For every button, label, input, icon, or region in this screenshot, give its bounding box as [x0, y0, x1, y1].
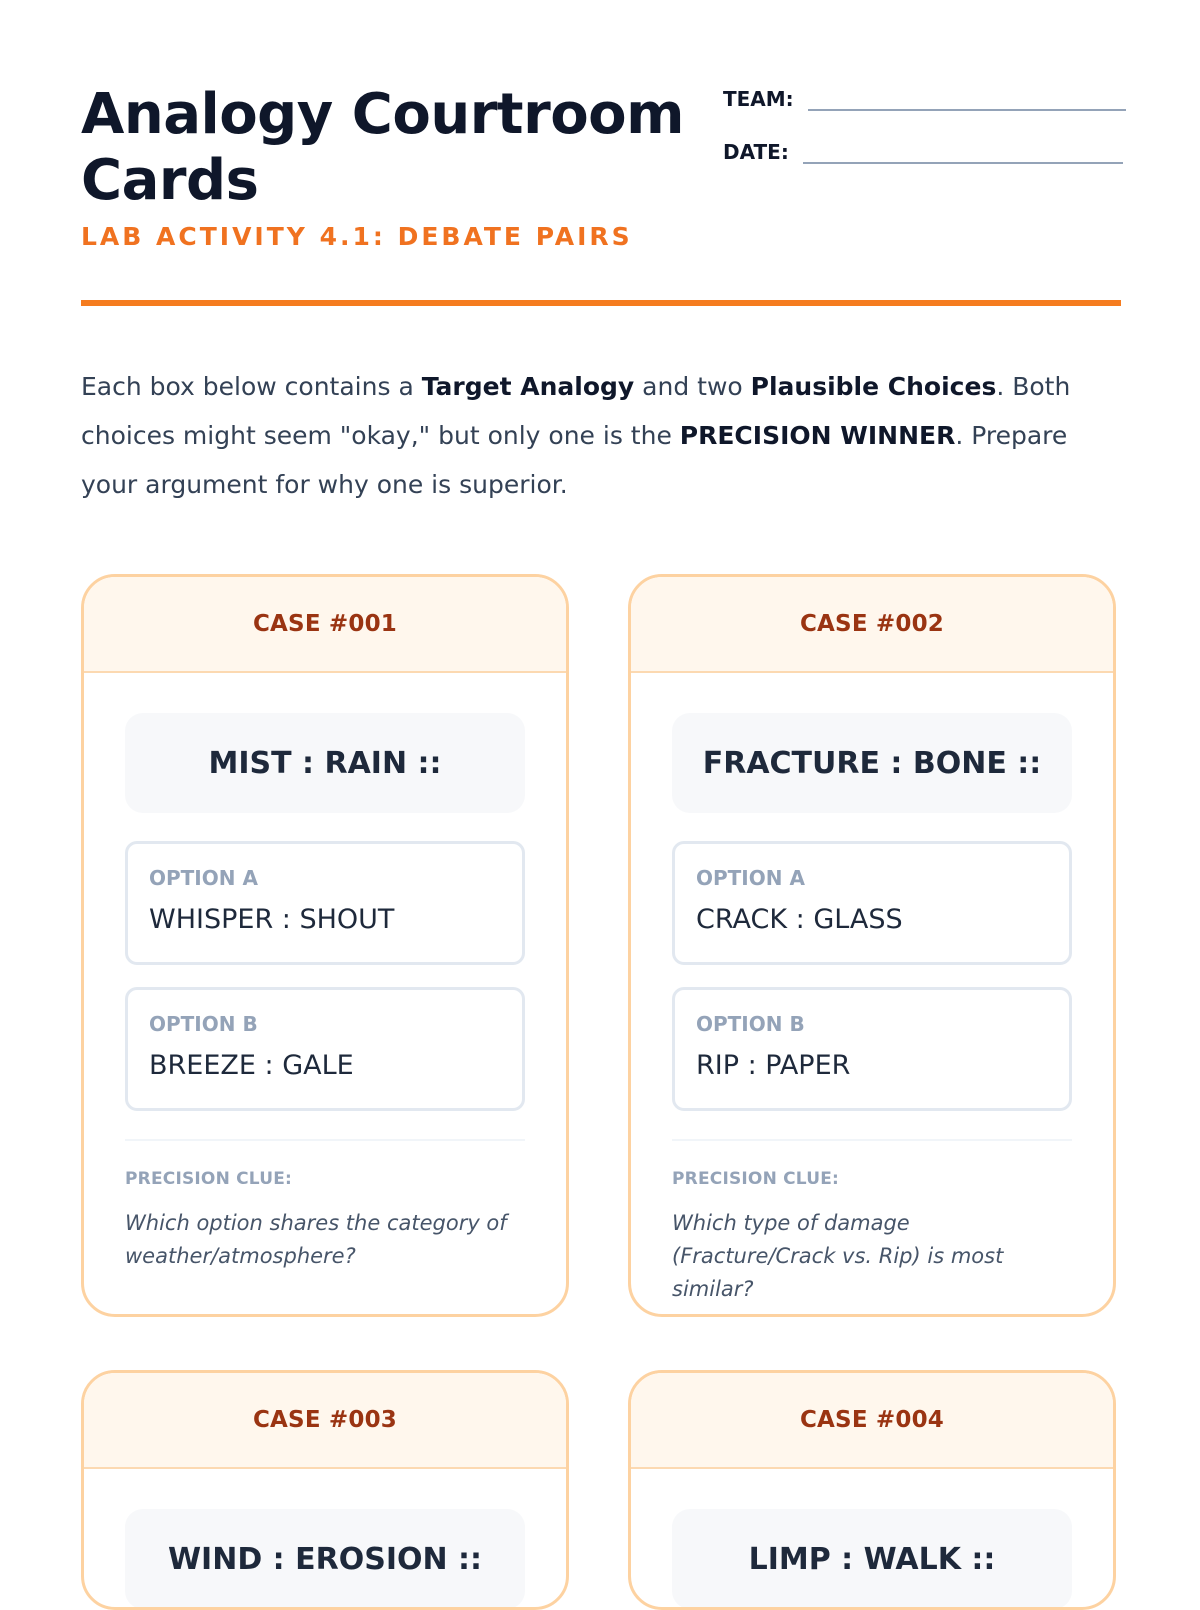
team-field	[723, 86, 1126, 112]
case-number: CASE #004	[799, 1407, 945, 1433]
target-analogy: WIND : EROSION ::	[125, 1509, 525, 1609]
option-a-label: OPTION A	[149, 866, 258, 890]
option-b-label: OPTION B	[149, 1012, 258, 1036]
case-card-3	[81, 1370, 569, 1610]
case-number: CASE #003	[252, 1407, 398, 1433]
date-blank-line[interactable]	[803, 162, 1123, 164]
case-card-body	[84, 673, 566, 1273]
clue-divider	[125, 1139, 525, 1141]
option-a-box[interactable]	[672, 841, 1072, 965]
case-card-header	[631, 577, 1113, 673]
case-card-header	[84, 1373, 566, 1469]
worksheet-header	[81, 0, 1121, 306]
instructions-paragraph	[81, 362, 1121, 509]
team-label: TEAM:	[723, 87, 794, 111]
target-analogy: LIMP : WALK ::	[672, 1509, 1072, 1609]
case-card-header	[84, 577, 566, 673]
target-analogy: MIST : RAIN ::	[125, 713, 525, 813]
option-a-label: OPTION A	[696, 866, 805, 890]
intro-bold-plausible-choices: Plausible Choices	[750, 372, 997, 401]
case-card-body	[631, 673, 1113, 1306]
option-b-box[interactable]	[672, 987, 1072, 1111]
case-card-header	[631, 1373, 1113, 1469]
option-a-text: WHISPER : SHOUT	[149, 904, 395, 935]
target-analogy: FRACTURE : BONE ::	[672, 713, 1072, 813]
case-card-1	[81, 574, 569, 1317]
page-title: Analogy Courtroom Cards	[81, 82, 684, 213]
intro-text-4: . Prepare your argument for why one is superior.	[81, 421, 1068, 499]
activity-subtitle: LAB ACTIVITY 4.1: DEBATE PAIRS	[81, 222, 633, 251]
case-card-4	[628, 1370, 1116, 1610]
intro-text-1: Each box below contains a	[81, 372, 422, 401]
intro-bold-precision-winner: PRECISION WINNER	[679, 421, 956, 450]
option-b-label: OPTION B	[696, 1012, 805, 1036]
team-blank-line[interactable]	[808, 109, 1126, 111]
precision-clue-label: PRECISION CLUE:	[125, 1169, 293, 1189]
date-label: DATE:	[723, 140, 789, 164]
case-card-2	[628, 574, 1116, 1317]
clue-divider	[672, 1139, 1072, 1141]
worksheet-page	[81, 0, 1121, 1577]
option-a-text: CRACK : GLASS	[696, 904, 903, 935]
precision-clue-label: PRECISION CLUE:	[672, 1169, 840, 1189]
case-card-body	[631, 1469, 1113, 1609]
intro-bold-target-analogy: Target Analogy	[421, 372, 635, 401]
option-b-box[interactable]	[125, 987, 525, 1111]
option-b-text: BREEZE : GALE	[149, 1050, 354, 1081]
intro-text-2: and two	[634, 372, 751, 401]
option-b-text: RIP : PAPER	[696, 1050, 851, 1081]
precision-clue-text: Which option shares the category of weather/atmosphere?	[125, 1211, 507, 1268]
case-number: CASE #002	[799, 611, 945, 637]
date-field	[723, 139, 1123, 165]
case-number: CASE #001	[252, 611, 398, 637]
precision-clue-text: Which type of damage (Fracture/Crack vs. Rip) is most similar?	[672, 1211, 1004, 1301]
option-a-box[interactable]	[125, 841, 525, 965]
case-card-body	[84, 1469, 566, 1609]
intro-text-3: . Both choices might seem "okay," but only one is the	[81, 372, 1071, 450]
header-divider	[81, 300, 1121, 306]
